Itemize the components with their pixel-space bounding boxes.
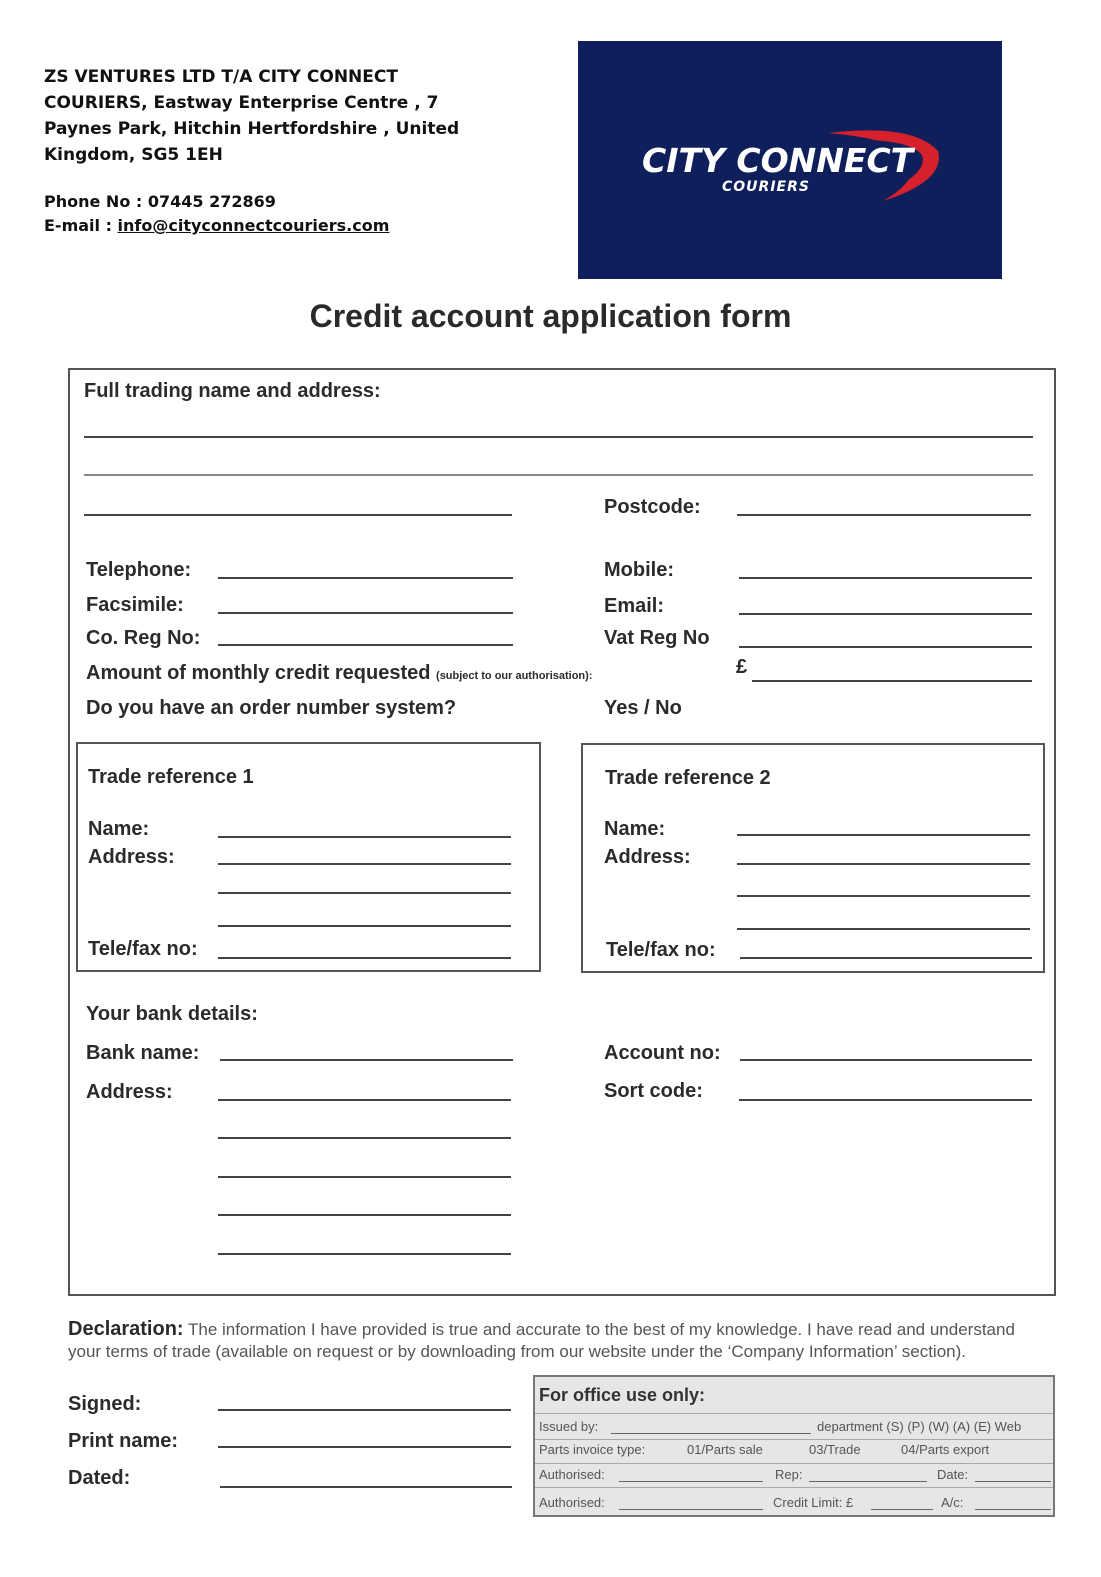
trading-name-line-1[interactable]: [84, 436, 1033, 438]
logo-name: CITY CONNECT: [642, 141, 914, 180]
parts-sale-option[interactable]: 01/Parts sale: [687, 1442, 763, 1457]
authorised-label: Authorised:: [539, 1467, 605, 1482]
trading-name-line-3[interactable]: [84, 514, 512, 516]
ac-label: A/c:: [941, 1495, 964, 1510]
bank-details-title: Your bank details:: [86, 1003, 258, 1025]
credit-requested-label: [86, 662, 592, 685]
credit-limit-field[interactable]: [871, 1509, 933, 1510]
dated-label: Dated:: [68, 1467, 131, 1489]
logo-sub: COURIERS: [722, 179, 810, 195]
trade-ref-1-title: Trade reference 1: [88, 766, 254, 788]
bank-address-line[interactable]: [218, 1253, 511, 1255]
office-divider: [535, 1413, 1053, 1414]
company-line: Paynes Park, Hitchin Hertfordshire , United: [44, 119, 460, 139]
trade-ref-2-address-line[interactable]: [737, 863, 1030, 865]
mobile-field[interactable]: [739, 577, 1032, 579]
rep-label: Rep:: [775, 1467, 803, 1482]
email-field[interactable]: [739, 613, 1032, 615]
signed-label: Signed:: [68, 1393, 142, 1415]
declaration-label: Declaration:: [68, 1318, 184, 1340]
trade-ref-1-name-label: Name:: [88, 818, 150, 840]
sort-code-field[interactable]: [739, 1099, 1032, 1101]
trade-ref-2-address-line[interactable]: [737, 928, 1030, 930]
trade-ref-1-tele-field[interactable]: [218, 957, 511, 959]
declaration-text: The information I have provided is true and accurate to the best of my knowledge. I have read and understand your terms of trade (available on request or by downloading from our website under the ‘Company Information’ section).: [68, 1320, 1015, 1361]
mobile-label: Mobile:: [604, 559, 674, 581]
bank-name-label: Bank name:: [86, 1042, 200, 1064]
currency-symbol: £: [736, 656, 748, 678]
trade-ref-1-tele-label: Tele/fax no:: [88, 938, 198, 960]
dated-field[interactable]: [220, 1486, 512, 1488]
office-divider: [535, 1439, 1053, 1440]
company-line: COURIERS, Eastway Enterprise Centre , 7: [44, 93, 439, 113]
trading-name-line-2[interactable]: [84, 474, 1033, 476]
account-no-field[interactable]: [740, 1059, 1032, 1061]
ac-field[interactable]: [975, 1509, 1051, 1510]
authorised-field-2[interactable]: [619, 1509, 763, 1510]
trade-ref-1-address-line[interactable]: [218, 892, 511, 894]
contact-info: [44, 190, 389, 238]
trade-ref-2-address-line[interactable]: [737, 895, 1030, 897]
bank-name-field[interactable]: [220, 1059, 513, 1061]
trade-ref-1-name-field[interactable]: [218, 836, 511, 838]
city-connect-logo: [578, 41, 1002, 279]
office-use-title: For office use only:: [539, 1385, 706, 1405]
credit-note: (subject to our authorisation):: [436, 670, 593, 682]
postcode-label: Postcode:: [604, 496, 701, 518]
page-title: Credit account application form: [309, 298, 792, 334]
print-name-field[interactable]: [218, 1446, 511, 1448]
trade-ref-2-address-label: Address:: [604, 846, 691, 868]
trade-ref-1-address-label: Address:: [88, 846, 175, 868]
trade-ref-2-name-field[interactable]: [737, 834, 1030, 836]
facsimile-label: Facsimile:: [86, 594, 184, 616]
rep-field[interactable]: [809, 1481, 927, 1482]
office-divider: [535, 1463, 1053, 1464]
postcode-field[interactable]: [737, 514, 1031, 516]
facsimile-field[interactable]: [218, 612, 513, 614]
authorised-field[interactable]: [619, 1481, 763, 1482]
email-row: [44, 214, 389, 238]
trade-ref-2-title: Trade reference 2: [605, 767, 771, 789]
bank-address-line[interactable]: [218, 1137, 511, 1139]
co-reg-label: Co. Reg No:: [86, 627, 201, 649]
bank-address-line[interactable]: [218, 1214, 511, 1216]
phone-number: Phone No : 07445 272869: [44, 192, 276, 211]
trading-name-label: Full trading name and address:: [84, 380, 381, 402]
date-field[interactable]: [975, 1481, 1051, 1482]
declaration: [68, 1318, 1043, 1363]
authorised-label-2: Authorised:: [539, 1495, 605, 1510]
logo-graphic: [578, 41, 1002, 279]
bank-address-label: Address:: [86, 1081, 173, 1103]
date-label: Date:: [937, 1467, 969, 1482]
trade-ref-2-name-label: Name:: [604, 818, 666, 840]
co-reg-field[interactable]: [218, 644, 513, 646]
company-line: ZS VENTURES LTD T/A CITY CONNECT: [44, 67, 398, 87]
trade-ref-2-tele-field[interactable]: [740, 957, 1032, 959]
telephone-label: Telephone:: [86, 559, 192, 581]
parts-export-option[interactable]: 04/Parts export: [901, 1442, 990, 1457]
sort-code-label: Sort code:: [604, 1080, 703, 1102]
yes-no-option[interactable]: Yes / No: [604, 697, 682, 719]
order-system-label: Do you have an order number system?: [86, 697, 457, 719]
company-line: Kingdom, SG5 1EH: [44, 145, 223, 165]
issued-by-label: Issued by:: [539, 1419, 599, 1434]
department-label: department (S) (P) (W) (A) (E) Web: [817, 1419, 1022, 1434]
parts-invoice-label: Parts invoice type:: [539, 1442, 646, 1457]
trade-ref-2-tele-label: Tele/fax no:: [606, 939, 716, 961]
print-name-label: Print name:: [68, 1430, 179, 1452]
email-field-label: Email:: [604, 595, 665, 617]
email-label: E-mail :: [44, 216, 118, 235]
credit-requested-text: Amount of monthly credit requested: [86, 662, 431, 684]
company-address: [44, 64, 504, 168]
trade-option[interactable]: 03/Trade: [809, 1442, 861, 1457]
issued-by-field[interactable]: [611, 1433, 811, 1434]
bank-address-line[interactable]: [218, 1176, 511, 1178]
bank-address-line[interactable]: [218, 1099, 511, 1101]
email-link[interactable]: info@cityconnectcouriers.com: [117, 216, 390, 235]
telephone-field[interactable]: [218, 577, 513, 579]
signature-field[interactable]: [218, 1409, 511, 1411]
vat-reg-field[interactable]: [739, 646, 1032, 648]
office-divider: [535, 1487, 1053, 1488]
vat-reg-label: Vat Reg No: [604, 627, 710, 649]
credit-amount-field[interactable]: [752, 680, 1032, 682]
office-use-box: [533, 1375, 1055, 1517]
credit-limit-label: Credit Limit: £: [773, 1495, 854, 1510]
trade-ref-1-address-line[interactable]: [218, 863, 511, 865]
trade-ref-1-address-line[interactable]: [218, 925, 511, 927]
account-no-label: Account no:: [604, 1042, 721, 1064]
